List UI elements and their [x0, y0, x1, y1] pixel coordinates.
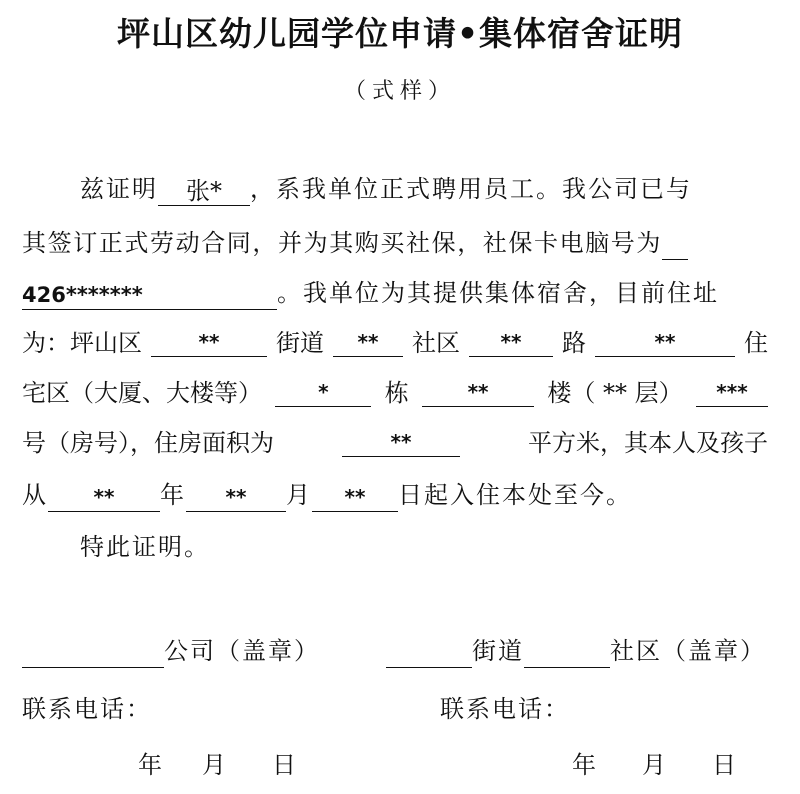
street-name-blank	[386, 637, 472, 668]
date-right-year: 年	[572, 751, 596, 779]
date-right-month: 月	[642, 751, 666, 779]
paragraph-line-4	[22, 326, 768, 360]
community-label: 社区	[412, 329, 460, 357]
floor-field: **	[422, 376, 534, 407]
road-label: 路	[562, 329, 586, 357]
company-seal-label: 公司（盖章）	[164, 637, 320, 665]
paragraph-line-1	[80, 172, 692, 206]
address-prefix: 为：坪山区	[22, 329, 142, 357]
community-seal-line	[386, 634, 766, 668]
area-field: **	[342, 426, 460, 457]
from-label: 从	[22, 481, 48, 509]
month-label: 月	[286, 481, 312, 509]
building-field: *	[275, 376, 371, 407]
closing-text: 特此证明。	[80, 533, 210, 561]
road-field: **	[595, 326, 735, 357]
paragraph-line-6	[22, 426, 768, 460]
month-field: **	[186, 481, 286, 512]
paragraph-line-5	[22, 376, 768, 410]
contact-phone-left: 联系电话：	[22, 695, 152, 723]
document-title: 坪山区幼儿园学位申请•集体宿舍证明	[116, 14, 684, 53]
year-field: **	[48, 481, 160, 512]
day-label: 日起入住本处至今。	[398, 481, 632, 509]
employment-text: ，系我单位正式聘用员工。我公司已与	[250, 175, 692, 203]
date-left-year: 年	[138, 751, 162, 779]
community-name-blank	[524, 637, 610, 668]
company-seal-line	[22, 634, 320, 668]
day-field: **	[312, 481, 398, 512]
name-field: 张*	[158, 175, 250, 206]
document-subtitle: （式样）	[343, 79, 456, 104]
paragraph-line-7	[22, 478, 632, 512]
community-seal-label: 社区（盖章）	[610, 637, 766, 665]
area-label: 平方米，其本人及孩子	[528, 429, 768, 457]
date-left-day: 日	[272, 751, 296, 779]
dormitory-text: 。我单位为其提供集体宿舍，目前住址	[277, 279, 719, 307]
date-right	[572, 748, 736, 782]
card-number-leading-blank	[662, 229, 688, 260]
paragraph-line-2	[22, 226, 688, 260]
paragraph-line-3	[22, 276, 719, 310]
floor-label: 楼（ ** 层）	[547, 379, 683, 407]
street-seal-label: 街道	[472, 637, 524, 665]
company-name-blank	[22, 637, 164, 668]
residence-char: 住	[744, 329, 768, 357]
residential-label: 宅区（大厦、大楼等）	[22, 379, 262, 407]
social-security-number-field: 426*******	[22, 279, 277, 310]
date-right-day: 日	[712, 751, 736, 779]
intro-text: 兹证明	[80, 175, 158, 203]
street-field: **	[333, 326, 403, 357]
date-left	[138, 748, 296, 782]
year-label: 年	[160, 481, 186, 509]
community-field: **	[469, 326, 553, 357]
contract-text: 其签订正式劳动合同，并为其购买社保，社保卡电脑号为	[22, 229, 662, 257]
date-left-month: 月	[202, 751, 226, 779]
contact-phone-right: 联系电话：	[440, 695, 570, 723]
building-label: 栋	[384, 379, 409, 407]
street-label: 街道	[276, 329, 324, 357]
room-label: 号（房号），住房面积为	[22, 429, 274, 457]
room-field: ***	[696, 376, 768, 407]
district-field: **	[151, 326, 267, 357]
